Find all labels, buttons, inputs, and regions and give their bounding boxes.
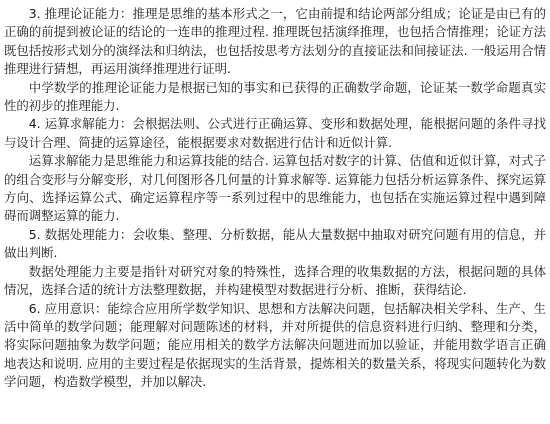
paragraph-computation-ability: 4. 运算求解能力：会根据法则、公式进行正确运算、变形和数据处理，能根据问题的条件寻找与设计合理、简捷的运算途径，能根据要求对数据进行估计和近似计算. <box>4 116 546 150</box>
paragraph-reasoning-definition: 中学数学的推理论证能力是根据已知的事实和已获得的正确数学命题，论证某一数学命题真实性的初步的推理能力. <box>4 79 546 114</box>
document-body <box>4 5 546 392</box>
paragraph-data-processing-detail: 数据处理能力主要是指针对研究对象的特殊性，选择合理的收集数据的方法，根据问题的具体情况，选择合适的统计方法整理数据，并构建模型对数据进行分析、推断，获得结论. <box>4 263 546 298</box>
paragraph-reasoning-ability: 3. 推理论证能力：推理是思维的基本形式之一，它由前提和结论两部分组成；论证是由已有的正确的前提到被论证的结论的一连串的推理过程. 推理既包括演绎推理，也包括合情推理；论证方法既包括按形式划分的演绎法和归纳法，也包括按思考方法划分的直接证法和间接证法. 一般运用合情推理进行猜想，再运用演绎推理进行证明. <box>4 6 546 77</box>
paragraph-computation-detail: 运算求解能力是思维能力和运算技能的结合. 运算包括对数字的计算、估值和近似计算，对式子的组合变形与分解变形，对几何图形各几何量的计算求解等. 运算能力包括分析运算条件、探究运算方向、选择运算公式、确定运算程序等一系列过程中的思维能力，也包括在实施运算过程中遇到障碍而调整运算的能力. <box>4 153 546 224</box>
paragraph-application-awareness: 6. 应用意识：能综合应用所学数学知识、思想和方法解决问题，包括解决相关学科、生产、生活中简单的数学问题；能理解对问题陈述的材料，并对所提供的信息资料进行归纳、整理和分类，将实际问题抽象为数学问题；能应用相关的数学方法解决问题进而加以验证，并能用数学语言正确地表达和说明. 应用的主要过程是依据现实的生活背景，提炼相关的数量关系，将现实问题转化为数学问题，构造数学模型，并加以解决. <box>4 300 546 390</box>
paragraph-data-processing-ability: 5. 数据处理能力：会收集、整理、分析数据，能从大量数据中抽取对研究问题有用的信息，并做出判断. <box>4 226 546 261</box>
